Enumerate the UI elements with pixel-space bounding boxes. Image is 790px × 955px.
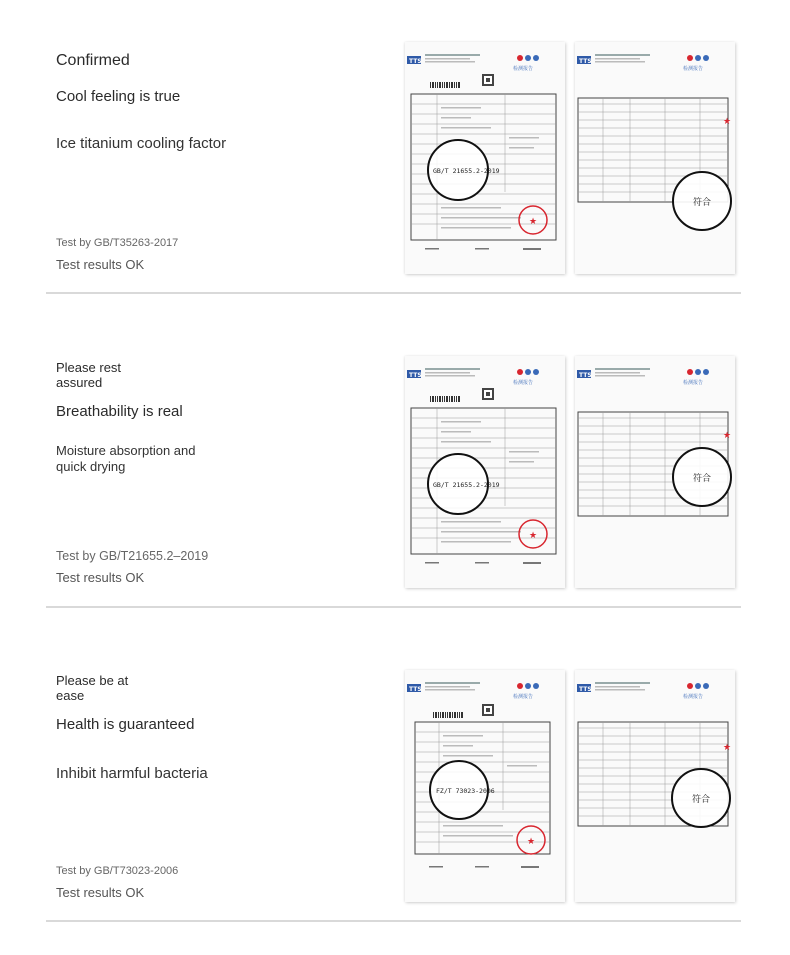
svg-text:TTS: TTS xyxy=(579,58,592,65)
section-lead: Please rest assured xyxy=(56,360,122,390)
stamp-left-code: GB/T 21655.2-2019 xyxy=(433,167,500,175)
svg-text:检测报告: 检测报告 xyxy=(513,66,534,72)
svg-text:检测报告: 检测报告 xyxy=(683,694,704,700)
section-divider xyxy=(46,292,741,294)
test-report-page-2 xyxy=(575,356,735,588)
test-standard: Test by GB/T73023-2006 xyxy=(56,865,179,877)
svg-text:TTS: TTS xyxy=(409,372,422,379)
test-report-page-2 xyxy=(575,42,735,274)
test-report-page-1 xyxy=(405,42,565,274)
svg-text:TTS: TTS xyxy=(579,372,592,379)
svg-text:★: ★ xyxy=(723,743,732,753)
section-heading: Cool feeling is true xyxy=(56,88,181,105)
test-standard: Test by GB/T35263-2017 xyxy=(56,237,179,249)
section-breathability xyxy=(0,310,790,610)
test-report-page-1 xyxy=(405,356,565,588)
svg-text:TTS: TTS xyxy=(409,686,422,693)
certificate-images xyxy=(405,670,735,902)
stamp-right-text: 符合 xyxy=(692,795,711,805)
certificate-images xyxy=(405,42,735,274)
section-heading: Health is guaranteed xyxy=(56,716,195,733)
svg-text:★: ★ xyxy=(723,431,732,441)
svg-text:★: ★ xyxy=(529,217,538,227)
section-subheading: Inhibit harmful bacteria xyxy=(56,765,208,782)
test-report-page-2 xyxy=(575,670,735,902)
test-result: Test results OK xyxy=(56,257,145,272)
stamp-right-text: 符合 xyxy=(693,474,712,484)
section-subheading: Ice titanium cooling factor xyxy=(56,135,227,152)
test-report-page-1 xyxy=(405,670,565,902)
stamp-left-code: FZ/T 73023-2006 xyxy=(436,787,495,795)
stamp-left-code: GB/T 21655.2-2019 xyxy=(433,481,500,489)
certificate-images xyxy=(405,356,735,588)
svg-text:TTS: TTS xyxy=(579,686,592,693)
svg-text:检测报告: 检测报告 xyxy=(683,380,704,386)
svg-text:★: ★ xyxy=(527,837,536,847)
section-subheading: Moisture absorption and quick drying xyxy=(56,443,196,474)
svg-text:检测报告: 检测报告 xyxy=(513,380,534,386)
svg-text:检测报告: 检测报告 xyxy=(513,694,534,700)
tts-logo: TTS xyxy=(409,58,422,65)
test-result: Test results OK xyxy=(56,570,145,585)
section-cool-feeling xyxy=(0,0,790,300)
section-divider xyxy=(46,920,741,922)
svg-text:检测报告: 检测报告 xyxy=(683,66,704,72)
svg-text:★: ★ xyxy=(529,531,538,541)
stamp-right-text: 符合 xyxy=(693,198,712,208)
section-divider xyxy=(46,606,741,608)
svg-text:★: ★ xyxy=(723,117,732,127)
section-health xyxy=(0,624,790,924)
section-heading: Breathability is real xyxy=(56,403,183,420)
test-result: Test results OK xyxy=(56,885,145,900)
test-standard: Test by GB/T21655.2–2019 xyxy=(56,549,209,563)
section-lead: Please be at ease xyxy=(56,673,129,703)
section-lead: Confirmed xyxy=(56,52,130,69)
